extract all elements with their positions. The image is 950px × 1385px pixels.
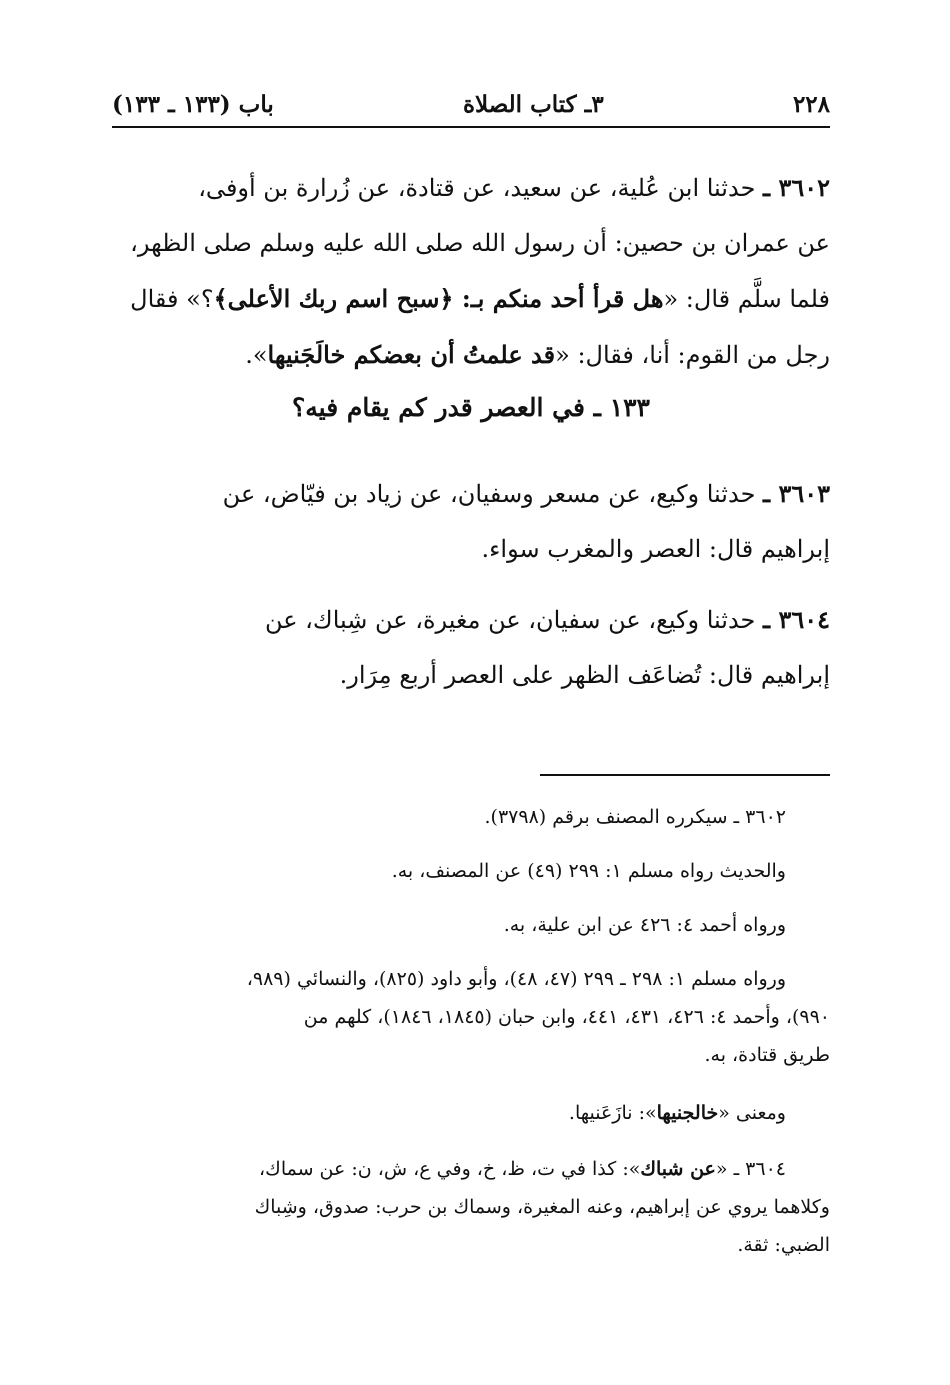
page-number: ٢٢٨ (792, 90, 830, 118)
footnote-line (112, 798, 830, 836)
footnote-line (112, 852, 830, 890)
footnote-line-4 (112, 960, 830, 1074)
footnote-text: ٣٦٠٢ ـ سيكرره المصنف برقم (٣٧٩٨). (484, 806, 786, 828)
hadith-quote: قد علمتُ أن بعضكم خالَجَنيها (267, 340, 556, 369)
hadith-line (112, 160, 830, 216)
footnote-text: »: نازَعَنيها. (568, 1102, 657, 1124)
hadith-text: رجل من القوم: أنا، فقال: « (555, 341, 830, 369)
hadith-3602 (112, 160, 830, 383)
footnote-text: ورواه مسلم ١: ٢٩٨ ـ ٢٩٩ (٤٧، ٤٨)، وأبو داود (٨٢٥)، والنسائي (٩٨٩، (246, 968, 786, 990)
footnote-line: وكلاهما يروي عن إبراهيم، وعنه المغيرة، وسماك بن حرب: صدوق، وشِباك (254, 1196, 830, 1218)
footnote-bold: خالجنيها (656, 1102, 719, 1124)
footnote-text: والحديث رواه مسلم ١: ٢٩٩ (٤٩) عن المصنف، به. (391, 860, 786, 882)
footnote-text: « (715, 1158, 734, 1180)
hadith-line: إبراهيم قال: العصر والمغرب سواء. (481, 535, 830, 563)
hadith-number: ٣٦٠٤ ـ (763, 605, 830, 634)
hadith-text: فلما سلَّم قال: « (663, 285, 830, 313)
footnote-number: ٣٦٠٤ ـ (733, 1158, 786, 1180)
footnote-text: ورواه أحمد ٤: ٤٢٦ عن ابن علية، به. (503, 914, 786, 936)
hadith-text: حدثنا وكيع، عن مسعر وسفيان، عن زياد بن فيّاض، عن (222, 480, 756, 508)
book-title: ٣ـ كتاب الصلاة (462, 90, 604, 118)
hadith-line (112, 271, 830, 327)
footnote-text: ومعنى « (718, 1102, 786, 1124)
hadith-line (112, 327, 830, 383)
chapter-heading: ١٣٣ ـ في العصر قدر كم يقام فيه؟ (292, 393, 650, 422)
header-rule (112, 126, 830, 128)
footnote-line (112, 906, 830, 944)
footnote-line: ٩٩٠)، وأحمد ٤: ٤٢٦، ٤٣١، ٤٤١، وابن حبان (١٨٤٥، ١٨٤٦)، كلهم من (303, 1006, 830, 1028)
footnote-line-3 (112, 906, 830, 944)
hadith-text: ؟» فقال (130, 285, 214, 313)
hadith-text: حدثنا ابن عُلية، عن سعيد، عن قتادة، عن زُرارة بن أوفى، (198, 174, 756, 202)
book-page (112, 0, 830, 1385)
footnote-line (112, 1150, 830, 1188)
running-header (112, 84, 830, 124)
hadith-number: ٣٦٠٣ ـ (763, 479, 830, 508)
hadith-line (112, 466, 830, 522)
footnote-line (112, 1094, 830, 1132)
footnote-line-5 (112, 1094, 830, 1132)
hadith-line: إبراهيم قال: تُضاعَف الظهر على العصر أربع مِرَار. (339, 661, 830, 689)
footnote-line: الضبي: ثقة. (737, 1234, 830, 1256)
footnote-line: طريق قتادة، به. (704, 1044, 830, 1066)
footnote-3604 (112, 1150, 830, 1264)
hadith-text: ». (245, 341, 268, 369)
footnote-line-2 (112, 852, 830, 890)
footnote-text: »: كذا في ت، ظ، خ، وفي ع، ش، ن: عن سماك، (259, 1158, 641, 1180)
hadith-3604 (112, 592, 830, 703)
footnote-separator (540, 774, 830, 776)
hadith-text: حدثنا وكيع، عن سفيان، عن مغيرة، عن شِباك، عن (264, 606, 756, 634)
hadith-quote: هل قرأ أحد منكم بـ: ﴿سبح اسم ربك الأعلى﴾ (213, 284, 664, 313)
hadith-line: عن عمران بن حصين: أن رسول الله صلى الله عليه وسلم صلى الظهر، (130, 229, 830, 257)
footnote-line (112, 960, 830, 998)
footnote-bold: عن شباك (640, 1158, 716, 1180)
chapter-range: باب (١٣٣ ـ ١٣٣) (112, 90, 274, 118)
hadith-number: ٣٦٠٢ ـ (763, 173, 830, 202)
footnote-3602 (112, 798, 830, 836)
hadith-3603 (112, 466, 830, 577)
hadith-line (112, 592, 830, 648)
